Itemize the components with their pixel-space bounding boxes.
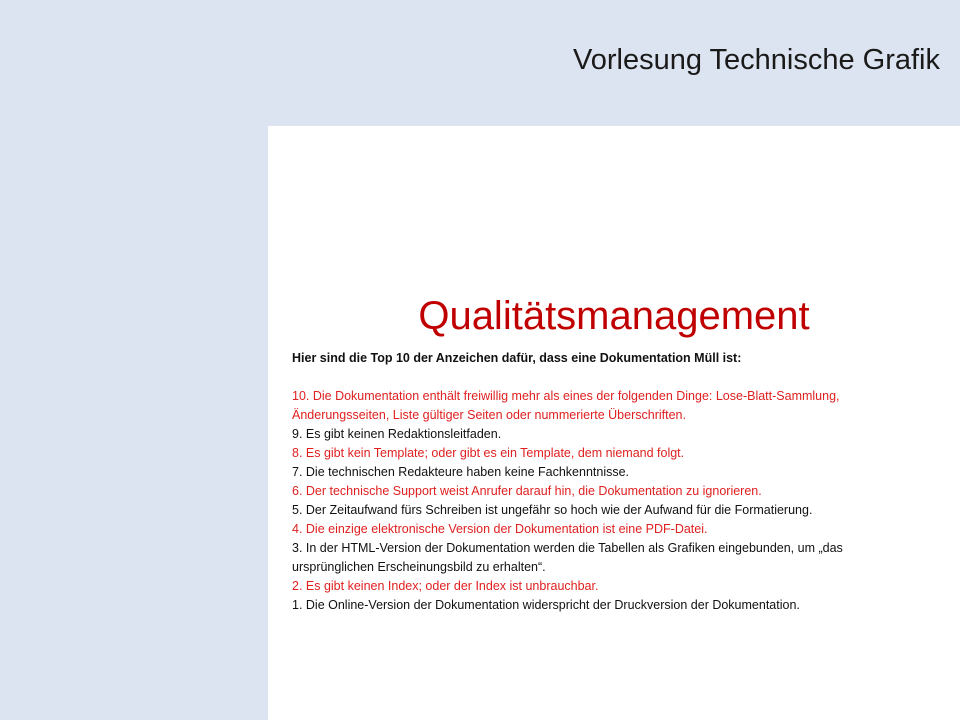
list-item: 8. Es gibt kein Template; oder gibt es ein Template, dem niemand folgt. <box>292 446 685 460</box>
list-item: 4. Die einzige elektronische Version der Dokumentation ist eine PDF-Datei. <box>292 522 708 536</box>
list-item: 1. Die Online-Version der Dokumentation widerspricht der Druckversion der Dokumentation. <box>292 598 800 612</box>
list-item: 5. Der Zeitaufwand fürs Schreiben ist ungefähr so hoch wie der Aufwand für die Formatierung. <box>292 503 813 517</box>
list-item: 9. Es gibt keinen Redaktionsleitfaden. <box>292 427 502 441</box>
list-item: 6. Der technische Support weist Anrufer darauf hin, die Dokumentation zu ignorieren. <box>292 484 762 498</box>
list-item: 2. Es gibt keinen Index; oder der Index ist unbrauchbar. <box>292 579 599 593</box>
slide-title: Qualitätsmanagement <box>418 294 810 338</box>
body-text <box>292 349 912 615</box>
header-title: Vorlesung Technische Grafik <box>572 44 940 76</box>
items-list <box>292 387 912 615</box>
content-panel <box>268 126 960 720</box>
list-item: 10. Die Dokumentation enthält freiwillig mehr als eines der folgenden Dinge: Lose-Blatt-Sammlung, Änderungsseiten, Liste gültiger Seiten oder nummerierte Überschriften. <box>292 389 840 422</box>
list-item: 3. In der HTML-Version der Dokumentation werden die Tabellen als Grafiken eingebunden, um „das ursprünglichen Erscheinungsbild zu erhalten“. <box>292 541 843 574</box>
list-item: 7. Die technischen Redakteure haben keine Fachkenntnisse. <box>292 465 630 479</box>
intro-text: Hier sind die Top 10 der Anzeichen dafür, dass eine Dokumentation Müll ist: <box>292 351 742 365</box>
